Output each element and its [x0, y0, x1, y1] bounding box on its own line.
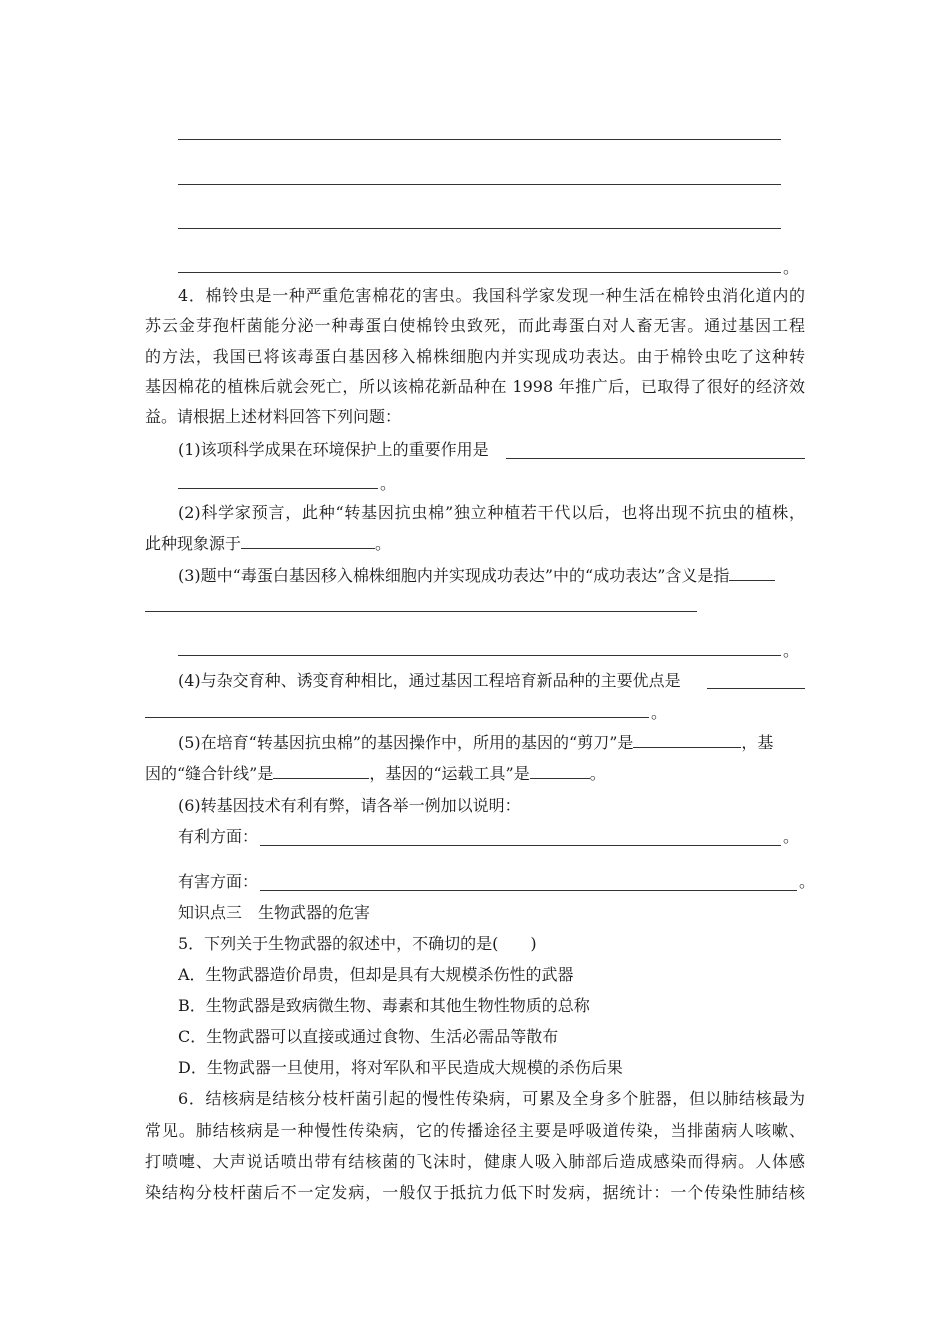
- answer-line-bad[interactable]: [260, 890, 797, 891]
- answer-line[interactable]: [145, 717, 649, 718]
- end-mark: 。: [783, 258, 800, 277]
- q6-stem-line: 染结构分枝杆菌后不一定发病，一般仅于抵抗力低下时发病，据统计：一个传染性肺结核: [145, 1183, 805, 1202]
- answer-blank[interactable]: [241, 534, 375, 549]
- q4-part3-text: (3)题中“毒蛋白基因移入棉株细胞内并实现成功表达”中的“成功表达”含义是指: [178, 566, 730, 585]
- q4-part2-line2: [145, 534, 391, 554]
- answer-blank-scissors[interactable]: [633, 733, 741, 748]
- q4-part3: [178, 566, 775, 586]
- q4-stem-line: 4．棉铃虫是一种严重危害棉花的害虫。我国科学家发现一种生活在棉铃虫消化道内的: [178, 286, 805, 305]
- end-mark: 。: [375, 534, 392, 553]
- q5-option-c[interactable]: C．生物武器可以直接或通过食物、生活必需品等散布: [178, 1027, 559, 1046]
- q4-stem-line: 的方法，我国已将该毒蛋白基因移入棉株细胞内并实现成功表达。由于棉铃虫吃了这种转: [145, 347, 805, 366]
- answer-line[interactable]: [707, 688, 805, 689]
- answer-line[interactable]: [178, 488, 378, 489]
- answer-line[interactable]: [178, 228, 781, 229]
- q5-option-b[interactable]: B．生物武器是致病微生物、毒素和其他生物性物质的总称: [178, 996, 590, 1015]
- q4-stem-line: 基因棉花的植株后就会死亡，所以该棉花新品种在 1998 年推广后，已取得了很好的经济效: [145, 377, 805, 396]
- q4-part2-line1: (2)科学家预言，此种“转基因抗虫棉”独立种植若干代以后，也将出现不抗虫的植株，: [178, 503, 805, 522]
- q4-part5-text-d: ，基因的“运载工具”是: [369, 764, 530, 783]
- q4-part5-text-b: ，基: [741, 733, 774, 752]
- q4-part5-text-c: 因的“缝合针线”是: [145, 764, 274, 783]
- answer-line[interactable]: [145, 611, 697, 612]
- section-title: 知识点三 生物武器的危害: [178, 903, 371, 922]
- q4-part1: [178, 440, 489, 460]
- answer-line[interactable]: [506, 458, 805, 459]
- q5-option-a[interactable]: A．生物武器造价昂贵，但却是具有大规模杀伤性的武器: [178, 965, 574, 984]
- answer-line[interactable]: [178, 184, 781, 185]
- answer-line[interactable]: [178, 272, 781, 273]
- end-mark: 。: [783, 641, 800, 660]
- answer-line-good[interactable]: [260, 845, 781, 846]
- q4-part6-good-label: 有利方面：: [178, 827, 259, 846]
- end-mark: 。: [799, 872, 816, 891]
- q6-stem-line: 打喷嚏、大声说话喷出带有结核菌的飞沫时，健康人吸入肺部后造成感染而得病。人体感: [145, 1152, 805, 1171]
- end-mark: 。: [380, 474, 397, 493]
- q4-part1-text: (1)该项科学成果在环境保护上的重要作用是: [178, 440, 489, 459]
- q4-part2-text: 此种现象源于: [145, 534, 242, 553]
- q6-stem-line: 常见。肺结核病是一种慢性传染病，它的传播途径主要是呼吸道传染，当排菌病人咳嗽、: [145, 1121, 805, 1140]
- end-mark: 。: [589, 764, 606, 783]
- q4-part6-bad-label: 有害方面：: [178, 872, 259, 891]
- q4-part5-line1: [178, 733, 773, 753]
- q6-stem-line: 6．结核病是结核分枝杆菌引起的慢性传染病，可累及全身多个脏器，但以肺结核最为: [178, 1089, 805, 1108]
- end-mark: 。: [783, 827, 800, 846]
- q5-stem: 5．下列关于生物武器的叙述中，不确切的是( ): [178, 934, 537, 953]
- q4-stem-line: 益。请根据上述材料回答下列问题：: [145, 407, 402, 426]
- q4-part4-text: (4)与杂交育种、诱变育种相比，通过基因工程培育新品种的主要优点是: [178, 671, 681, 690]
- answer-blank[interactable]: [729, 566, 775, 581]
- q5-option-d[interactable]: D．生物武器一旦使用，将对军队和平民造成大规模的杀伤后果: [178, 1058, 623, 1077]
- answer-blank-ligase[interactable]: [273, 764, 369, 779]
- end-mark: 。: [651, 703, 668, 722]
- q4-part4: [178, 671, 681, 691]
- q4-part5-text-a: (5)在培育“转基因抗虫棉”的基因操作中，所用的基因的“剪刀”是: [178, 733, 634, 752]
- q4-part6: (6)转基因技术有利有弊，请各举一例加以说明：: [178, 796, 521, 815]
- answer-blank-vector[interactable]: [530, 764, 590, 779]
- q4-part5-line2: [145, 764, 606, 784]
- q4-stem-line: 苏云金芽孢杆菌能分泌一种毒蛋白使棉铃虫致死，而此毒蛋白对人畜无害。通过基因工程: [145, 316, 805, 335]
- answer-line[interactable]: [178, 655, 781, 656]
- answer-line[interactable]: [178, 139, 781, 140]
